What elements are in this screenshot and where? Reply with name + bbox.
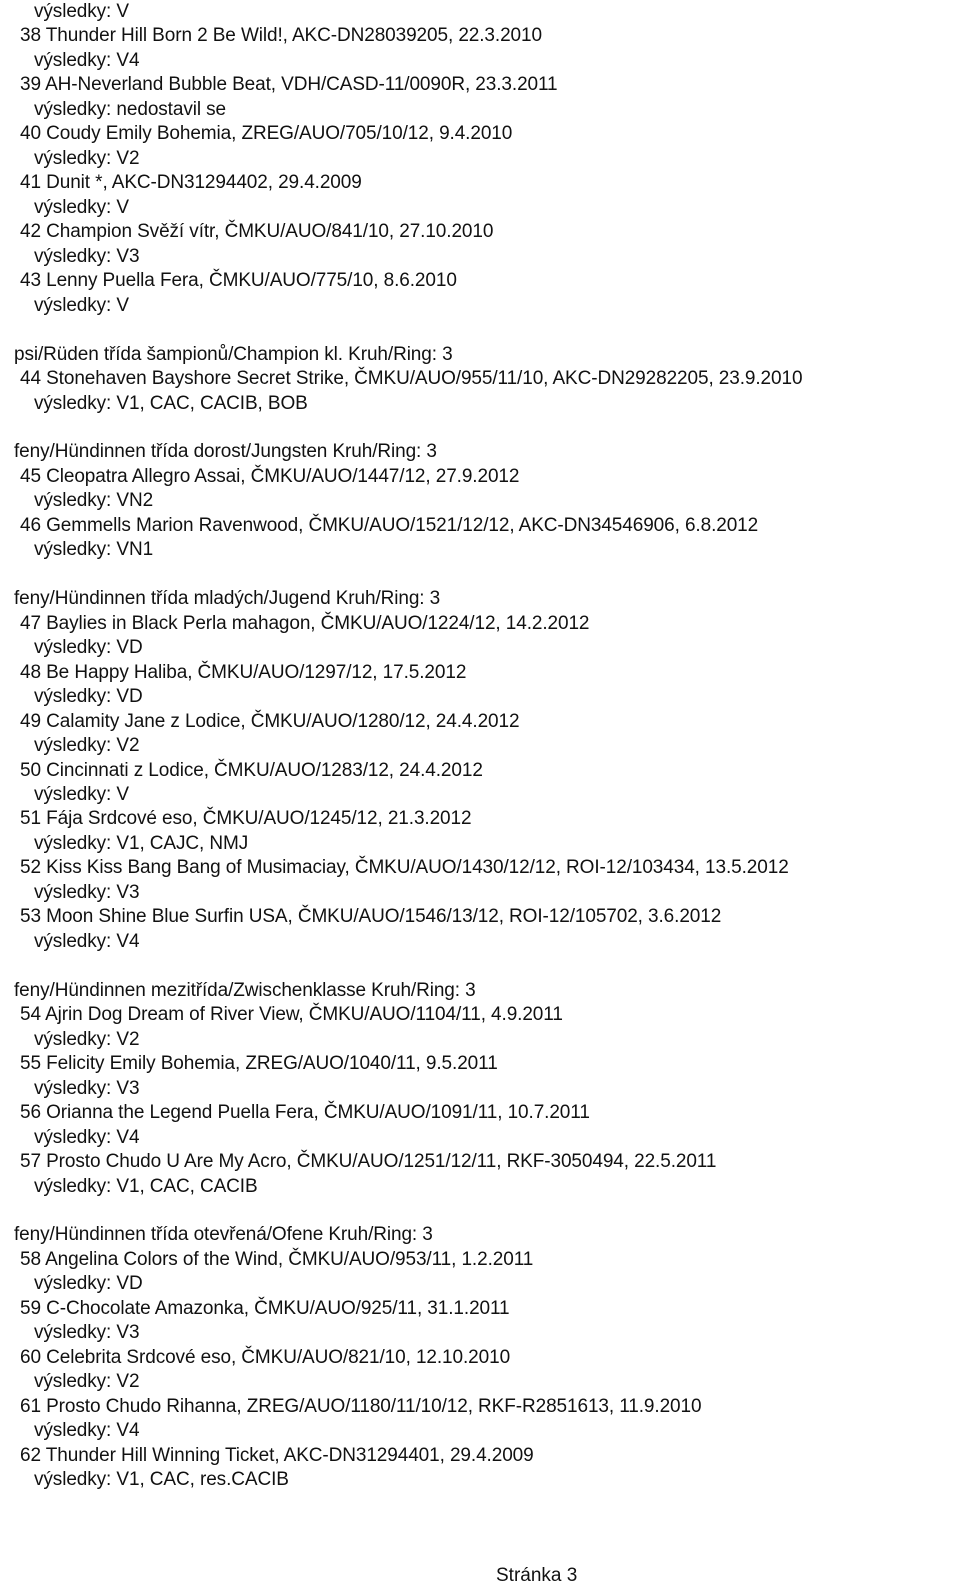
spacer: [14, 318, 954, 342]
entry-line: 47 Baylies in Black Perla mahagon, ČMKU/AUO/1224/12, 14.2.2012: [20, 612, 590, 634]
result-line: výsledky: V2: [34, 1371, 140, 1393]
entry-line: 38 Thunder Hill Born 2 Be Wild!, AKC-DN28039205, 22.3.2010: [20, 25, 542, 47]
entry-line: 49 Calamity Jane z Lodice, ČMKU/AUO/1280/12, 24.4.2012: [20, 710, 520, 732]
result-line: výsledky: nedostavil se: [34, 98, 227, 120]
result-line: výsledky: V3: [34, 881, 140, 903]
entry-line: 59 C-Chocolate Amazonka, ČMKU/AUO/925/11, 31.1.2011: [20, 1297, 510, 1319]
entry-line: 51 Fája Srdcové eso, ČMKU/AUO/1245/12, 21.3.2012: [20, 808, 472, 830]
entry-line: 54 Ajrin Dog Dream of River View, ČMKU/AUO/1104/11, 4.9.2011: [20, 1004, 563, 1026]
result-line: výsledky: VN2: [34, 490, 154, 512]
class-heading: feny/Hündinnen mezitřída/Zwischenklasse Kruh/Ring: 3: [14, 979, 476, 1001]
result-line: výsledky: VN1: [34, 539, 154, 561]
entry-line: 57 Prosto Chudo U Are My Acro, ČMKU/AUO/1251/12/11, RKF-3050494, 22.5.2011: [20, 1151, 717, 1173]
result-line: výsledky: VD: [34, 637, 143, 659]
entry-line: 60 Celebrita Srdcové eso, ČMKU/AUO/821/10, 12.10.2010: [20, 1346, 511, 1368]
spacer: [14, 1199, 954, 1223]
result-line: výsledky: VD: [34, 1273, 143, 1295]
spacer: [14, 416, 954, 440]
result-line: výsledky: V2: [34, 735, 140, 757]
result-line: výsledky: V: [34, 1, 129, 22]
result-line: výsledky: V4: [34, 1126, 140, 1148]
result-line: výsledky: V1, CAC, CACIB, BOB: [34, 392, 308, 414]
entry-line: 53 Moon Shine Blue Surfin USA, ČMKU/AUO/1546/13/12, ROI-12/105702, 3.6.2012: [20, 906, 722, 928]
result-line: výsledky: V3: [34, 1322, 140, 1344]
document-body: [14, 0, 954, 1493]
result-line: výsledky: V2: [34, 1028, 140, 1050]
entry-line: 48 Be Happy Haliba, ČMKU/AUO/1297/12, 17.5.2012: [20, 661, 467, 683]
result-line: výsledky: VD: [34, 686, 143, 708]
result-line: výsledky: V: [34, 784, 129, 805]
result-line: výsledky: V: [34, 196, 129, 218]
result-line: výsledky: V1, CAC, CACIB: [34, 1175, 258, 1197]
result-line: výsledky: V1, CAC, res.CACIB: [34, 1469, 289, 1491]
entry-line: 61 Prosto Chudo Rihanna, ZREG/AUO/1180/11/10/12, RKF-R2851613, 11.9.2010: [20, 1395, 702, 1417]
result-line: výsledky: V4: [34, 930, 140, 952]
entry-line: 55 Felicity Emily Bohemia, ZREG/AUO/1040/11, 9.5.2011: [20, 1053, 498, 1075]
entry-line: 45 Cleopatra Allegro Assai, ČMKU/AUO/1447/12, 27.9.2012: [20, 465, 520, 487]
result-line: výsledky: V2: [34, 147, 140, 169]
spacer: [14, 563, 954, 587]
entry-line: 41 Dunit *, AKC-DN31294402, 29.4.2009: [20, 172, 362, 194]
class-heading: feny/Hündinnen třída mladých/Jugend Kruh/Ring: 3: [14, 588, 441, 610]
entry-line: 39 AH-Neverland Bubble Beat, VDH/CASD-11/0090R, 23.3.2011: [20, 74, 558, 96]
result-line: výsledky: V3: [34, 245, 140, 267]
page-number: Stránka 3: [496, 1565, 578, 1586]
class-heading: feny/Hündinnen třída otevřená/Ofene Kruh/Ring: 3: [14, 1224, 433, 1246]
class-heading: psi/Rüden třída šampionů/Champion kl. Kruh/Ring: 3: [14, 343, 453, 365]
result-line: výsledky: V4: [34, 49, 140, 71]
class-heading: feny/Hündinnen třída dorost/Jungsten Kruh/Ring: 3: [14, 441, 437, 463]
result-line: výsledky: V: [34, 294, 129, 316]
entry-line: 43 Lenny Puella Fera, ČMKU/AUO/775/10, 8.6.2010: [20, 270, 457, 292]
entry-line: 56 Orianna the Legend Puella Fera, ČMKU/AUO/1091/11, 10.7.2011: [20, 1102, 590, 1124]
entry-line: 62 Thunder Hill Winning Ticket, AKC-DN31294401, 29.4.2009: [20, 1444, 534, 1466]
entry-line: 58 Angelina Colors of the Wind, ČMKU/AUO/953/11, 1.2.2011: [20, 1248, 534, 1270]
result-line: výsledky: V3: [34, 1077, 140, 1099]
entry-line: 40 Coudy Emily Bohemia, ZREG/AUO/705/10/12, 9.4.2010: [20, 123, 513, 145]
entry-line: 46 Gemmells Marion Ravenwood, ČMKU/AUO/1521/12/12, AKC-DN34546906, 6.8.2012: [20, 514, 759, 536]
spacer: [14, 954, 954, 978]
result-line: výsledky: V1, CAJC, NMJ: [34, 832, 249, 854]
entry-line: 50 Cincinnati z Lodice, ČMKU/AUO/1283/12, 24.4.2012: [20, 759, 483, 781]
result-line: výsledky: V4: [34, 1420, 140, 1442]
entry-line: 44 Stonehaven Bayshore Secret Strike, ČMKU/AUO/955/11/10, AKC-DN29282205, 23.9.2010: [20, 368, 803, 390]
entry-line: 42 Champion Svěží vítr, ČMKU/AUO/841/10, 27.10.2010: [20, 221, 494, 243]
entry-line: 52 Kiss Kiss Bang Bang of Musimaciay, ČMKU/AUO/1430/12/12, ROI-12/103434, 13.5.2012: [20, 857, 789, 879]
